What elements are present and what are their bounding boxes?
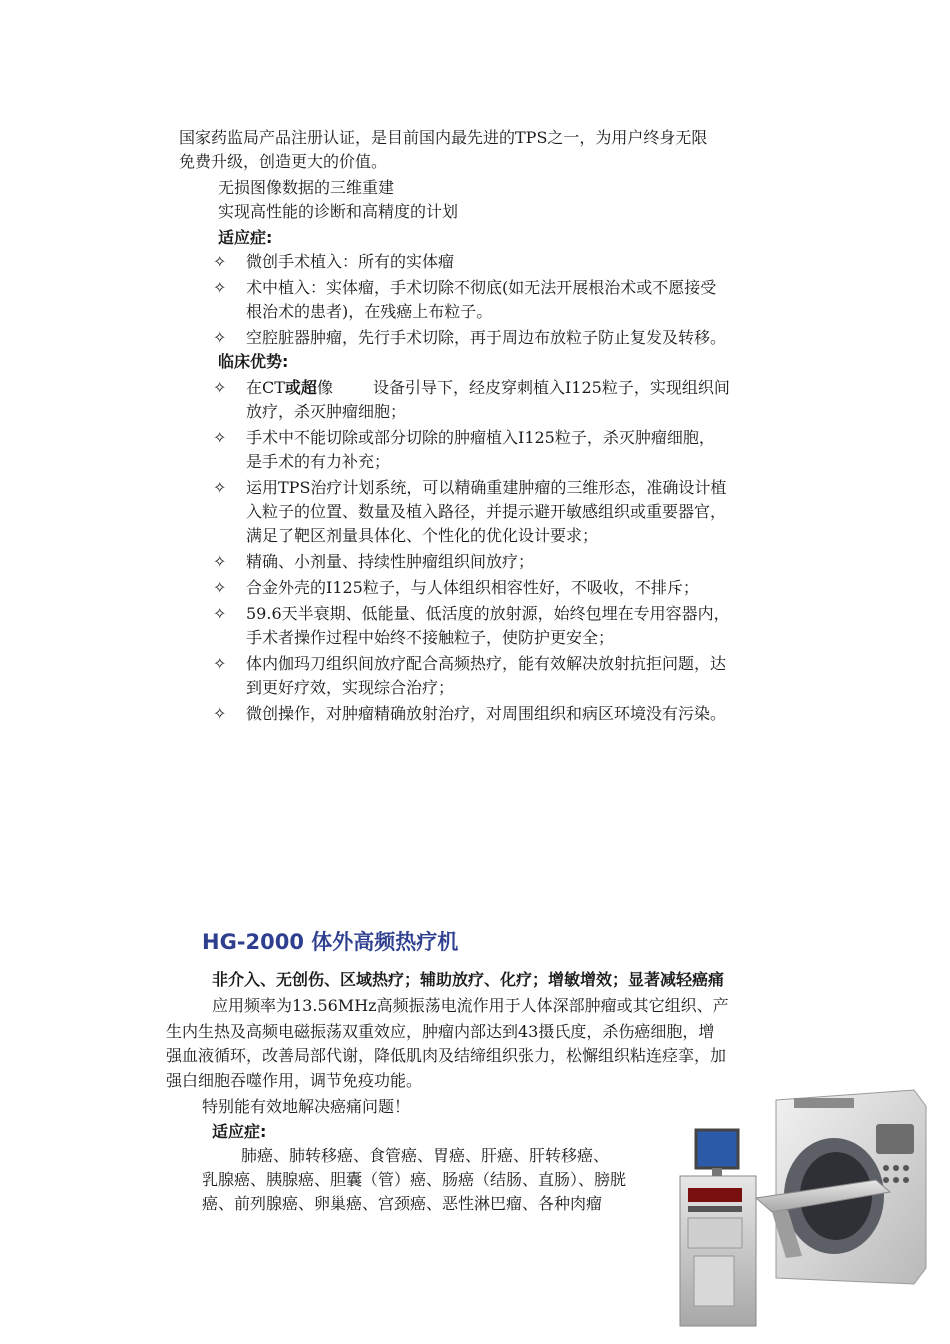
product-tagline: 非介入、无创伤、区域热疗；辅助放疗、化疗；增敏增效；显著减轻癌痛 [212, 970, 725, 989]
indication-line: 乳腺癌、胰腺癌、胆囊（管）癌、肠癌（结肠、直肠）、膀胱 [202, 1170, 627, 1189]
body-line: 应用频率为13.56MHz高频振荡电流作用于人体深部肿瘤或其它组织、产 [212, 996, 729, 1015]
bullet-icon: ✧ [213, 278, 227, 297]
bullet-icon: ✧ [213, 604, 227, 623]
list-item: 体内伽玛刀组织间放疗配合高频热疗，能有效解决放射抗拒问题，达 [246, 654, 727, 673]
special-note: 特别能有效地解决癌痛问题！ [202, 1097, 411, 1116]
advantage-line [246, 376, 730, 400]
bullet-icon: ✧ [213, 328, 227, 347]
bullet-icon: ✧ [213, 552, 227, 571]
indications-heading: 适应症: [218, 228, 273, 247]
hyperthermia-machine-image [676, 1088, 930, 1332]
bullet-icon: ✧ [213, 578, 227, 597]
list-item-continued: 入粒子的位置、数量及植入路径，并提示避开敏感组织或重要器官， [246, 502, 727, 521]
list-item: 空腔脏器肿瘤，先行手术切除，再于周边布放粒子防止复发及转移。 [246, 328, 727, 347]
advantage-text: 在CT [246, 378, 285, 397]
bullet-icon: ✧ [213, 378, 227, 397]
body-line: 强血液循环，改善局部代谢，降低肌肉及结缔组织张力，松懈组织粘连痉挛，加 [166, 1046, 727, 1065]
list-item: 精确、小剂量、持续性肿瘤组织间放疗； [246, 552, 535, 571]
bullet-icon: ✧ [213, 428, 227, 447]
advantages-heading: 临床优势: [218, 352, 289, 371]
advantage-text: 像 [316, 378, 333, 397]
intro-line-2: 免费升级，创造更大的价值。 [179, 152, 388, 171]
list-item-continued: 手术者操作过程中始终不接触粒子，使防护更安全； [246, 628, 615, 647]
list-item-continued: 根治术的患者)，在残癌上布粒子。 [246, 302, 493, 321]
list-item: 微创操作，对肿瘤精确放射治疗，对周围组织和病区环境没有污染。 [246, 704, 727, 723]
bullet-icon: ✧ [213, 704, 227, 723]
body-line: 生内生热及高频电磁振荡双重效应，肿瘤内部达到43摄氏度，杀伤癌细胞，增 [166, 1022, 715, 1041]
list-item: 术中植入：实体瘤，手术切除不彻底(如无法开展根治术或不愿接受 [246, 278, 717, 297]
indication-line: 癌、前列腺癌、卵巢癌、宫颈癌、恶性淋巴瘤、各种肉瘤 [202, 1194, 603, 1213]
list-item: 合金外壳的I125粒子，与人体组织相容性好，不吸收，不排斥； [246, 578, 699, 597]
list-item: 手术中不能切除或部分切除的肿瘤植入I125粒子，杀灭肿瘤细胞， [246, 428, 715, 447]
list-item: 运用TPS治疗计划系统，可以精确重建肿瘤的三维形态，准确设计植 [246, 478, 727, 497]
advantage-bold-text: 或超 [284, 378, 317, 397]
list-item: 微创手术植入：所有的实体瘤 [246, 252, 455, 271]
bullet-icon: ✧ [213, 654, 227, 673]
feature-item: 实现高性能的诊断和高精度的计划 [218, 202, 459, 221]
list-item-continued: 满足了靶区剂量具体化、个性化的优化设计要求； [246, 526, 599, 545]
list-item-continued: 到更好疗效，实现综合治疗； [246, 678, 455, 697]
body-line: 强白细胞吞噬作用，调节免疫功能。 [166, 1071, 423, 1090]
intro-line-1: 国家药监局产品注册认证，是目前国内最先进的TPS之一，为用户终身无限 [179, 128, 708, 147]
bullet-icon: ✧ [213, 252, 227, 271]
feature-item: 无损图像数据的三维重建 [218, 178, 395, 197]
indications-heading-2: 适应症: [212, 1122, 267, 1141]
list-item-continued: 放疗，杀灭肿瘤细胞； [246, 402, 407, 421]
indication-line: 肺癌、肺转移癌、食管癌、胃癌、肝癌、肝转移癌、 [241, 1146, 610, 1165]
product-title: HG-2000 体外高频热疗机 [202, 930, 459, 954]
bullet-icon: ✧ [213, 478, 227, 497]
list-item-continued: 是手术的有力补充； [246, 452, 391, 471]
list-item: 59.6天半衰期、低能量、低活度的放射源，始终包埋在专用容器内， [246, 604, 730, 623]
advantage-text: 设备引导下，经皮穿刺植入I125粒子，实现组织间 [372, 378, 730, 397]
